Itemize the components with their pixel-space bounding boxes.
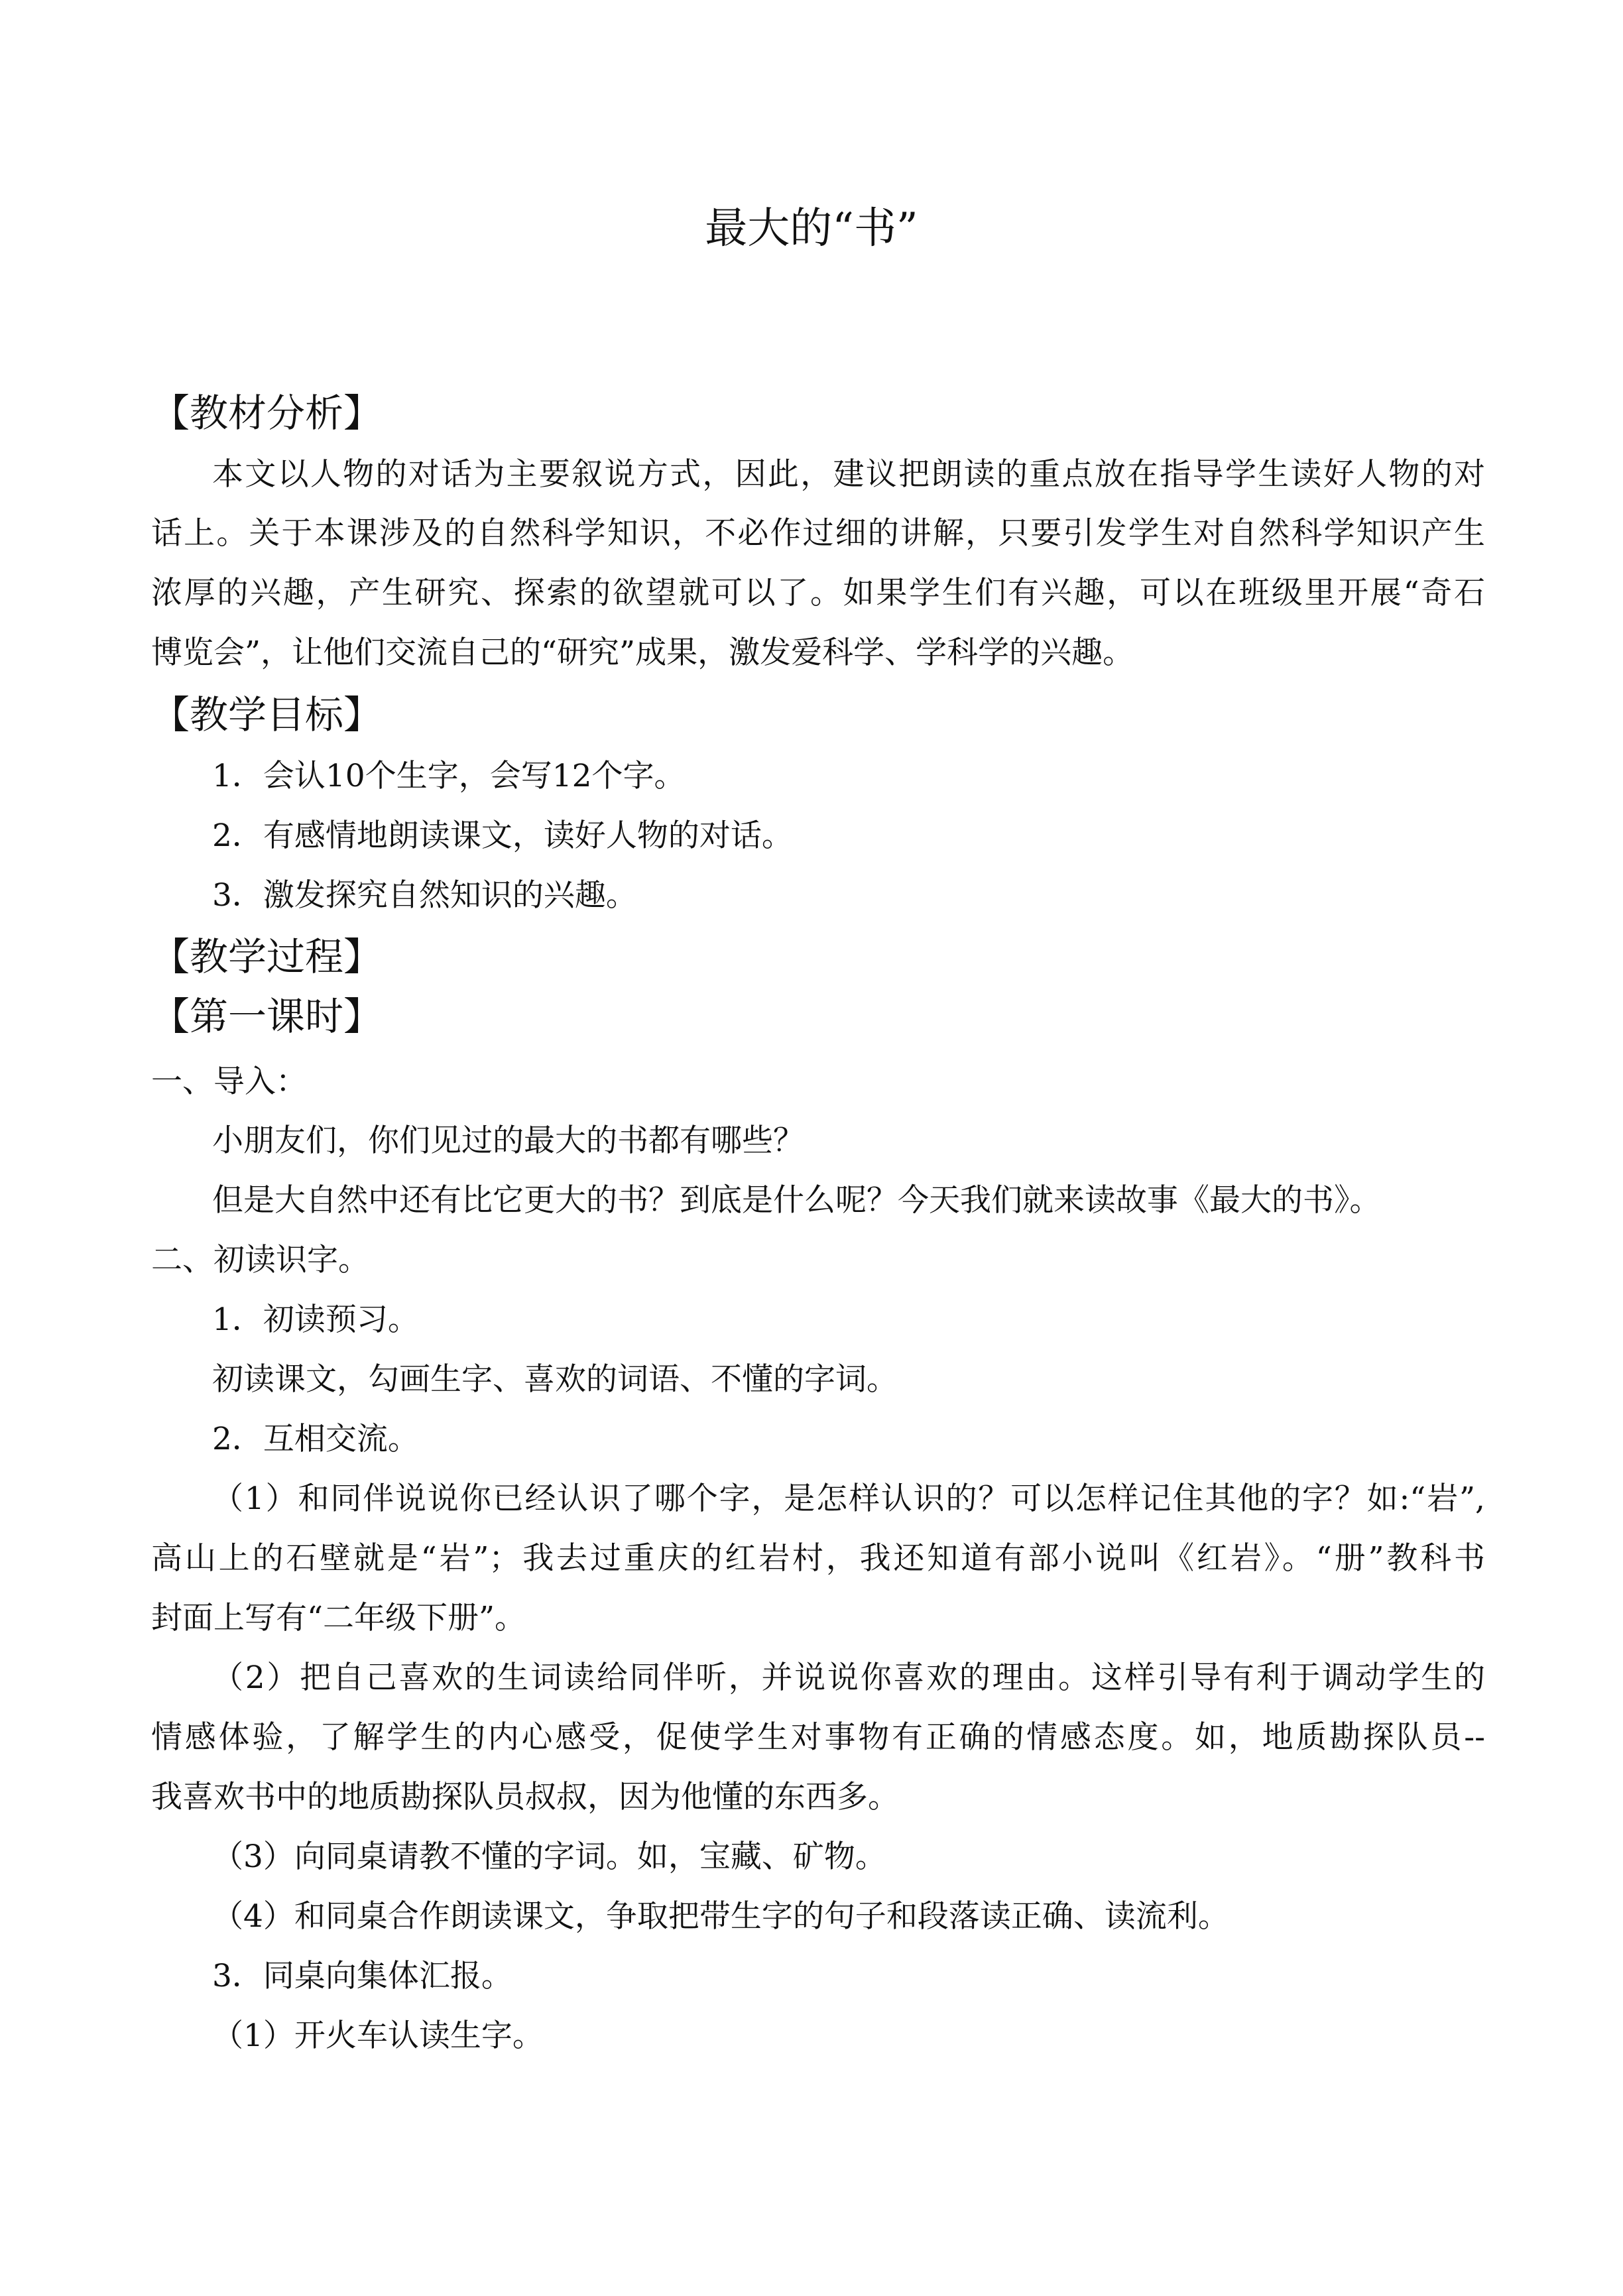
para1-line-1: （1）和同伴说说你已经认识了哪个字，是怎样认识的？可以怎样记住其他的字？如:“岩”, [212,1480,1485,1517]
document-title: 最大的“书” [705,204,918,253]
part1-heading: 一、导入： [151,1063,307,1100]
part2-heading: 二、初读识字。 [151,1242,369,1278]
part2-step-2: 2．互相交流。 [212,1421,419,1457]
para3-line: （3）向同桌请教不懂的字词。如，宝藏、矿物。 [212,1839,886,1875]
analysis-line-3: 浓厚的兴趣，产生研究、探索的欲望就可以了。如果学生们有兴趣，可以在班级里开展“奇石 [151,575,1485,611]
analysis-line-2: 话上。关于本课涉及的自然科学知识，不必作过细的讲解，只要引发学生对自然科学知识产生 [151,515,1485,552]
part2-step-1: 1．初读预习。 [212,1301,419,1338]
goal-item-1: 1．会认10个生字，会写12个字。 [212,758,686,794]
para2-line-1: （2）把自己喜欢的生词读给同伴听，并说说你喜欢的理由。这样引导有利于调动学生的 [212,1660,1485,1696]
goal-item-3: 3．激发探究自然知识的兴趣。 [212,877,637,914]
part2-step-1-text: 初读课文，勾画生字、喜欢的词语、不懂的字词。 [212,1361,898,1398]
analysis-line-4: 博览会”，让他们交流自己的“研究”成果，激发爱科学、学科学的兴趣。 [151,634,1134,671]
para1-line-3: 封面上写有“二年级下册”。 [151,1600,526,1636]
heading-lesson-1: 【第一课时】 [151,994,383,1039]
heading-goals: 【教学目标】 [151,692,383,737]
para4-line: （4）和同桌合作朗读课文，争取把带生字的句子和段落读正确、读流利。 [212,1898,1229,1935]
para1-line-2: 高山上的石壁就是“岩”；我去过重庆的红岩村，我还知道有部小说叫《红岩》。“册”教科书 [151,1540,1485,1577]
part1-line-2: 但是大自然中还有比它更大的书？到底是什么呢？今天我们就来读故事《最大的书》。 [212,1182,1381,1219]
para2-line-3: 我喜欢书中的地质勘探队员叔叔，因为他懂的东西多。 [151,1779,899,1815]
para2-line-2: 情感体验，了解学生的内心感受，促使学生对事物有正确的情感态度。如，地质勘探队员-- [151,1719,1485,1756]
heading-process: 【教学过程】 [151,934,383,979]
analysis-line-1: 本文以人物的对话为主要叙说方式，因此，建议把朗读的重点放在指导学生读好人物的对 [212,456,1485,493]
part2-step-3: 3．同桌向集体汇报。 [212,1958,512,1994]
heading-analysis: 【教材分析】 [151,391,383,436]
goal-item-2: 2．有感情地朗读课文，读好人物的对话。 [212,817,793,854]
part1-line-1: 小朋友们，你们见过的最大的书都有哪些？ [212,1122,804,1159]
part2-step-3-sub-1: （1）开火车认读生字。 [212,2018,544,2054]
